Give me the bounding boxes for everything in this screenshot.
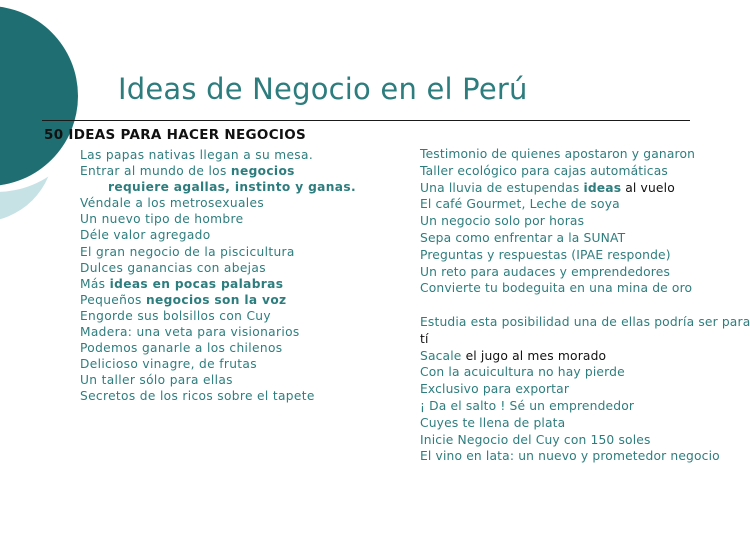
list-item: El café Gourmet, Leche de soya [420,197,620,212]
list-item-continuation: requiere agallas, instinto y ganas. [108,180,356,195]
list-item: Estudia esta posibilidad una de ellas podría ser para [420,314,750,329]
list-item: Secretos de los ricos sobre el tapete [80,389,315,404]
list-item: Entrar al mundo de los negocios [80,164,295,179]
list-item: Véndale a los metrosexuales [80,196,265,211]
list-spacer [420,297,686,314]
right-ideas-list [420,146,750,465]
list-item-continuation: tí [420,331,429,346]
list-item: Cuyes te llena de plata [420,415,566,430]
list-item: Engorde sus bolsillos con Cuy [80,308,271,323]
list-item: Un nuevo tipo de hombre [80,212,244,227]
list-item: Sepa como enfrentar a la SUNAT [420,230,626,245]
title-divider [42,120,690,121]
list-item: Inicie Negocio del Cuy con 150 soles [420,432,651,447]
list-item: Taller ecológico para cajas automáticas [420,163,668,178]
slide-title: Ideas de Negocio en el Perú [118,72,528,106]
list-item: Pequeños negocios son la voz [80,292,287,307]
list-item: Podemos ganarle a los chilenos [80,341,283,356]
list-item: Más ideas en pocas palabras [80,276,284,291]
list-item: Las papas nativas llegan a su mesa. [80,148,314,162]
list-item: Exclusivo para exportar [420,382,570,397]
list-item: Convierte tu bodeguita en una mina de oro [420,281,693,296]
list-item: Con la acuicultura no hay pierde [420,365,625,380]
list-item: El gran negocio de la piscicultura [80,244,295,259]
list-item: Madera: una veta para visionarios [80,325,300,340]
list-item: ¡ Da el salto ! Sé un emprendedor [420,398,635,413]
list-item: Testimonio de quienes apostaron y ganaron [420,147,696,161]
list-item: Dulces ganancias con abejas [80,260,266,275]
list-item: El vino en lata: un nuevo y prometedor negocio [420,449,720,464]
list-item: Un negocio solo por horas [420,214,585,229]
list-item: Una lluvia de estupendas ideas al vuelo [420,180,675,195]
list-item: Delicioso vinagre, de frutas [80,357,257,372]
list-item: Sacale el jugo al mes morado [420,348,607,363]
list-item: Un reto para audaces y emprendedores [420,264,670,279]
list-item: Déle valor agregado [80,228,211,243]
left-ideas-list [80,147,410,405]
list-heading: 50 IDEAS PARA HACER NEGOCIOS [44,127,307,143]
list-item: Un taller sólo para ellas [80,373,233,388]
list-item: Preguntas y respuestas (IPAE responde) [420,247,671,262]
